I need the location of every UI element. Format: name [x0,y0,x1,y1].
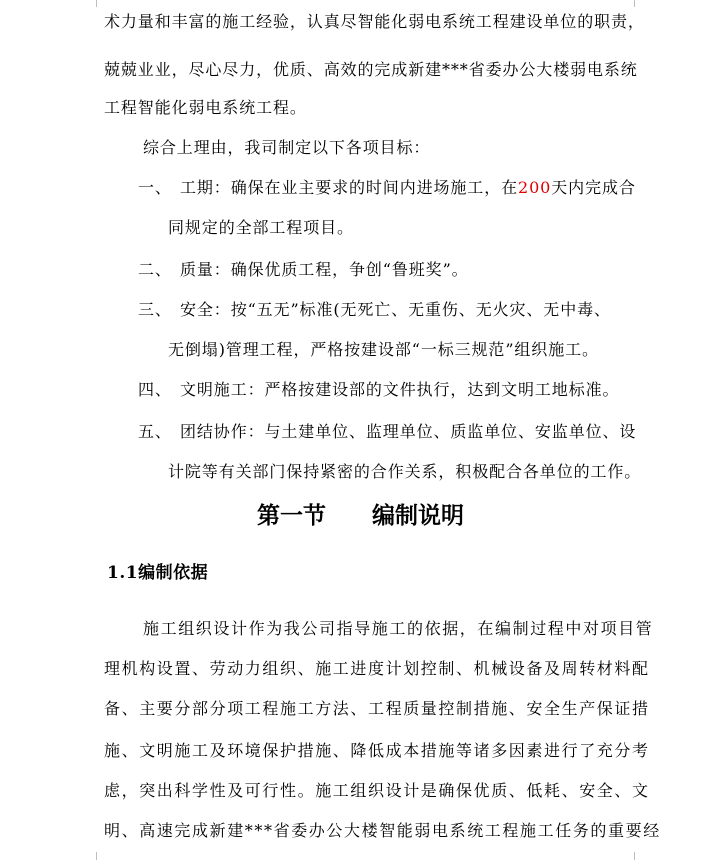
goal-item [138,380,619,400]
paragraph-line: 工程智能化弱电系统工程。 [104,98,307,117]
goal-continuation: 无倒塌)管理工程，严格按建设部“一标三规范”组织施工。 [168,340,599,359]
crop-mark-bottom-right [634,852,643,860]
paragraph-line: 虑，突出科学性及可行性。施工组织设计是确保优质、低耗、安全、文 [104,781,650,800]
paragraph-line: 兢兢业业，尽心尽力，优质、高效的完成新建***省委办公大楼弱电系统 [104,60,638,79]
goal-item [138,422,636,442]
section-heading [0,502,721,530]
paragraph-line: 备、主要分部分项工程施工方法、工程质量控制措施、安全生产保证措 [104,699,650,718]
crop-mark-bottom-left [88,852,97,860]
goal-text: 工期：确保在业主要求的时间内进场施工，在 [180,178,519,197]
goal-text: 文明施工：严格按建设部的文件执行，达到文明工地标准。 [180,380,620,399]
summary-line: 综合上理由，我司制定以下各项目标： [143,138,431,157]
goal-text: 安全：按“五无”标准(无死亡、无重伤、无火灾、无中毒、 [180,300,611,319]
crop-mark-top-right [634,0,643,7]
paragraph-line: 术力量和丰富的施工经验，认真尽智能化弱电系统工程建设单位的职责， [104,12,645,31]
paragraph-line: 理机构设置、劳动力组织、施工进度计划控制、机械设备及周转材料配 [104,659,650,678]
goal-number: 五、 [138,422,172,441]
paragraph-line: 施、文明施工及环境保护措施、降低成本措施等诸多因素进行了充分考 [104,741,650,760]
goal-number: 四、 [138,380,172,399]
section-title: 编制说明 [372,502,464,529]
goal-text: 天内完成合 [551,178,636,197]
goal-item [138,260,469,280]
paragraph-line: 明、高速完成新建***省委办公大楼智能弱电系统工程施工任务的重要经 [104,821,661,840]
goal-text: 质量：确保优质工程，争创“鲁班奖”。 [180,260,469,279]
goal-item [138,178,636,198]
goal-item [138,300,611,320]
crop-mark-top-left [88,0,97,7]
goal-days-highlight: 200 [518,178,552,197]
goal-number: 三、 [138,300,172,319]
paragraph-line: 施工组织设计作为我公司指导施工的依据，在编制过程中对项目管 [143,619,654,638]
goal-number: 二、 [138,260,172,279]
section-label: 第一节 [257,502,326,529]
goal-continuation: 计院等有关部门保持紧密的合作关系，积极配合各单位的工作。 [168,462,642,481]
goal-text: 团结协作：与土建单位、监理单位、质监单位、安监单位、设 [180,422,637,441]
subsection-heading: 1.1编制依据 [107,563,209,583]
goal-continuation: 同规定的全部工程项目。 [168,218,354,237]
goal-number: 一、 [138,178,172,197]
